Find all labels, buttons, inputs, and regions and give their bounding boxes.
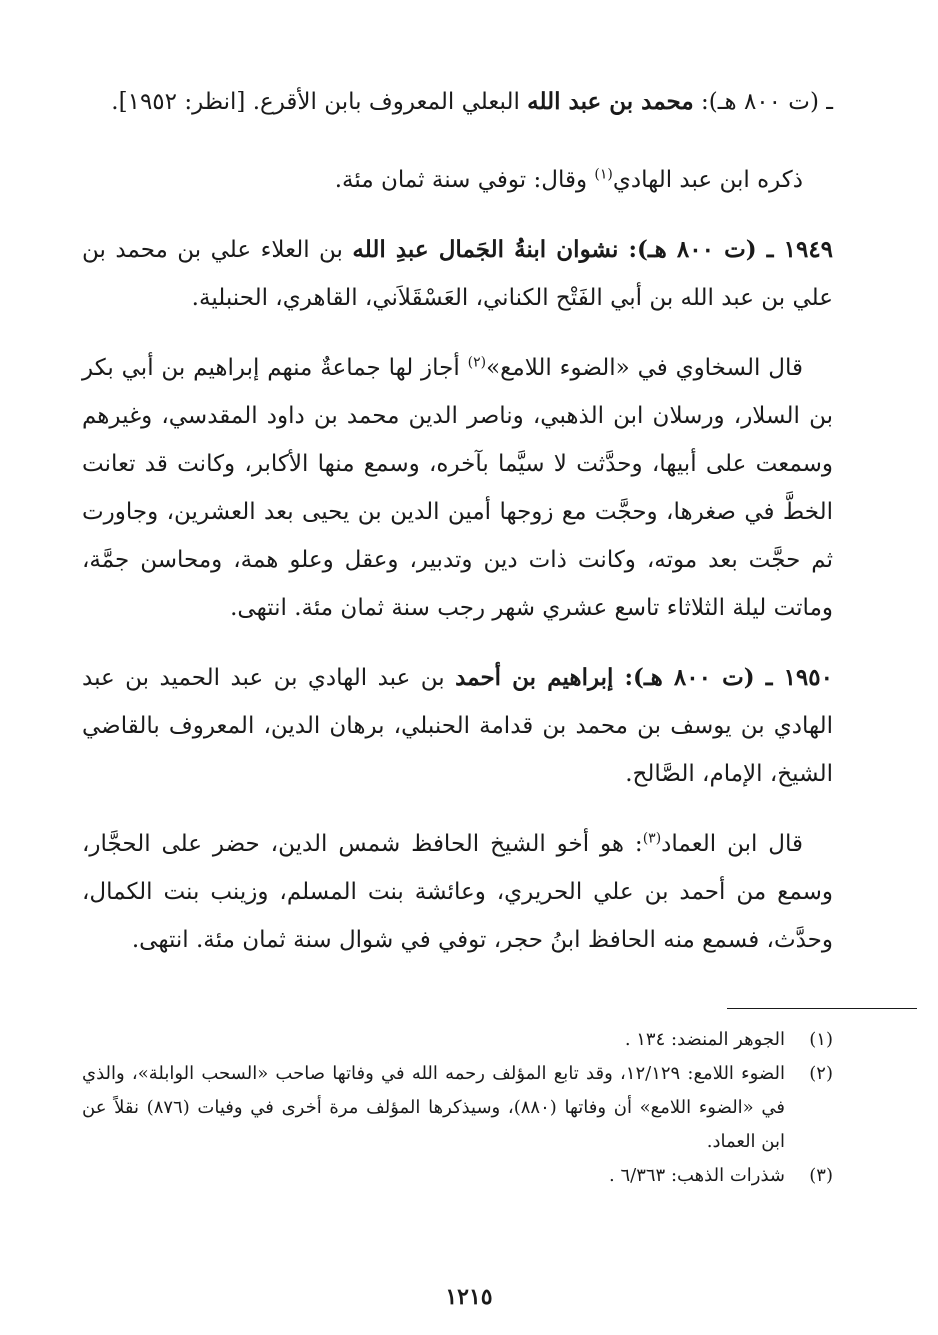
footnotes (82, 1023, 833, 1193)
paragraph-text: أجاز لها جماعةٌ منهم إبراهيم بن أبي بكر بن السلار، ورسلان ابن الذهبي، وناصر الدين محمد بن داود المقدسي، وغيرهم وسمعت على أبيها، وحدَّثت لا سيَّما بآخره، وسمع منها الأكابر، وكانت قد تعانت الخطَّ في صغرها، وحجَّت مع زوجها أمين الدين بن يحيى بعد العشرين، وجاورت ثم حجَّت بعد موته، وكانت ذات دين وتدبير، وعقل وعلو همة، ومحاسن جمَّة، وماتت ليلة الثلاثاء تاسع عشري شهر رجب سنة ثمان مئة. انتهى. (82, 355, 833, 621)
footnote-ref: (٢) (467, 354, 487, 371)
footnote-text: الضوء اللامع: ١٢/١٢٩، وقد تابع المؤلف رحمه الله في وفاتها صاحب «السحب الوابلة»، والذي في «الضوء اللامع» أن وفاتها (٨٨٠)، وسيذكرها المؤلف مرة أخرى في وفيات (٨٧٦) نقلاً عن ابن العماد. (82, 1063, 785, 1152)
page-number: ١٢١٥ (445, 1284, 493, 1310)
paragraph-text: : هو أخو الشيخ الحافظ شمس الدين، حضر على الحجَّار، وسمع من أحمد بن علي الحريري، وعائشة بنت المسلم، وزينب بنت الكمال، وحدَّث، فسمع منه الحافظ ابنُ حجر، توفي في شوال سنة ثمان مئة. انتهى. (82, 831, 833, 953)
footnote-text: شذرات الذهب: ٦/٣٦٣ . (609, 1165, 785, 1186)
entry-rest: بن عبد الهادي بن عبد الحميد بن عبد الهادي بن يوسف بن محمد بن قدامة الحنبلي، برهان الدين، المعروف بالقاضي الشيخ، الإمام، الصَّالح. (82, 665, 833, 787)
footnote-ref: (٣) (642, 830, 662, 847)
entry-lead: ١٩٥٠ ـ (ت ٨٠٠ هـ): (613, 664, 833, 691)
entry-lead: ـ (ت ٨٠٠ هـ): (693, 89, 833, 115)
entry-heading (82, 226, 833, 322)
footnote-ref: (١) (594, 166, 613, 183)
footnote (82, 1023, 833, 1057)
entry-name: محمد بن عبد الله (527, 88, 694, 115)
entry-name: نشوان ابنةُ الجَمال عبدِ الله (352, 236, 619, 263)
entry-rest: بن العلاء علي بن محمد بن علي بن عبد الله بن أبي الفَتْح الكناني، العَسْقَلاَني، القاهري، الحنبلية. (82, 237, 833, 311)
paragraph-text: ذكره ابن عبد الهادي (612, 167, 803, 193)
entry-paragraph (82, 820, 833, 964)
footnote (82, 1159, 833, 1193)
entry-name: إبراهيم بن أحمد (455, 664, 614, 691)
entry-paragraph (82, 344, 833, 632)
entry-heading (82, 654, 833, 798)
entry-heading (82, 78, 833, 126)
footnote-text: الجوهر المنضد: ١٣٤ . (624, 1029, 785, 1050)
footnote-number: (١) (809, 1029, 833, 1050)
footnote-number: (٣) (809, 1165, 833, 1186)
footnote (82, 1057, 833, 1159)
footnote-separator (727, 1008, 917, 1009)
entry-lead: ١٩٤٩ ـ (ت ٨٠٠ هـ): (618, 236, 834, 263)
paragraph-text: قال ابن العماد (661, 831, 803, 857)
paragraph-text: قال السخاوي في «الضوء اللامع» (486, 355, 803, 381)
entry-paragraph (82, 156, 833, 204)
footnote-number: (٢) (809, 1063, 833, 1084)
entry-rest: البعلي المعروف بابن الأقرع. [انظر: ١٩٥٢]. (111, 89, 528, 115)
paragraph-text: وقال: توفي سنة ثمان مئة. (334, 167, 595, 193)
